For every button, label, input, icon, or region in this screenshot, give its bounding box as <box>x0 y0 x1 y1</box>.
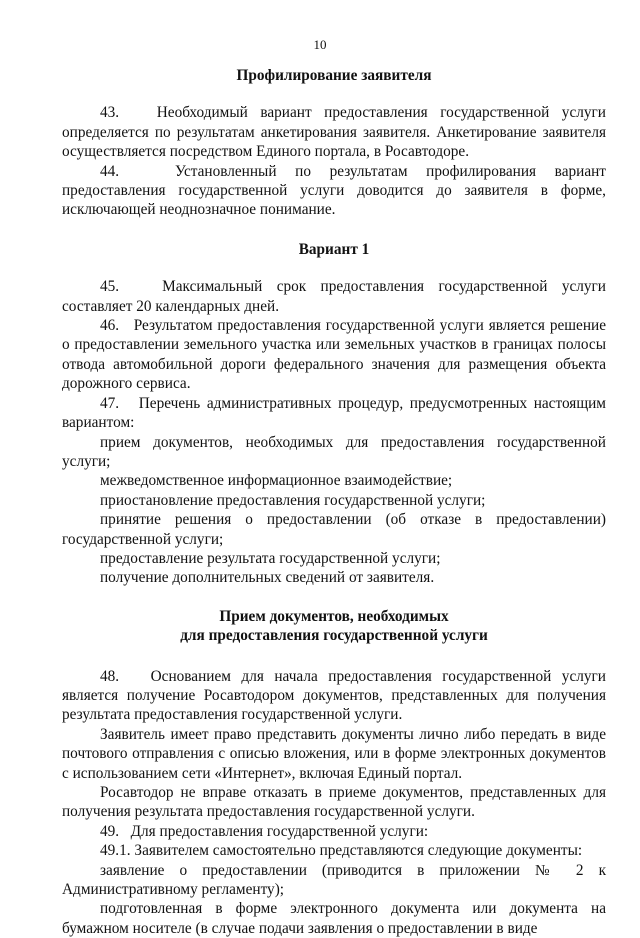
procedure-item: предоставление результата государственной услуги; <box>100 549 441 567</box>
document-item-application: заявление о предоставлении (приводится в приложении № 2 к Административному регламенту); <box>62 861 606 899</box>
section-heading-reception <box>62 607 606 646</box>
section-heading-reception-line-1: Прием документов, необходимых <box>219 607 449 625</box>
paragraph-45: 45. Максимальный срок предоставления государственной услуги составляет 20 календарных дней. <box>62 278 606 315</box>
procedure-item: принятие решения о предоставлении (об отказе в предоставлении) государственной услуги; <box>62 511 606 548</box>
procedure-item: приостановление предоставления государственной услуги; <box>100 491 486 509</box>
paragraph-48-applicant-rights: Заявитель имеет право представить документы лично либо передать в виде почтового отправления с описью вложения, или в форме электронных документов с использованием сети «Интернет», включая Единый портал. <box>62 725 606 782</box>
section-heading-variant-1: Вариант 1 <box>298 240 370 258</box>
procedure-item: межведомственное информационное взаимодействие; <box>100 472 453 490</box>
document-body <box>62 66 606 938</box>
document-item-prepared: подготовленная в форме электронного документа или документа на бумажном носителе (в случае подачи заявления о предоставлении в виде <box>62 900 606 937</box>
paragraph-48: 48. Основанием для начала предоставления государственной услуги является получение Росавтодором документов, представленных для получения результата предоставления государственной услуги. <box>62 667 606 724</box>
page-number: 10 <box>313 37 327 52</box>
paragraph-48-no-refusal: Росавтодор не вправе отказать в приеме документов, представленных для получения результата предоставления государственной услуги. <box>62 784 606 821</box>
section-heading-reception-line-2: для предоставления государственной услуги <box>180 627 488 645</box>
procedure-item: получение дополнительных сведений от заявителя. <box>100 569 435 587</box>
paragraph-49-1: 49.1. Заявителем самостоятельно представляются следующие документы: <box>100 842 583 860</box>
procedure-item: прием документов, необходимых для предоставления государственной услуги; <box>62 433 606 470</box>
section-heading-profiling: Профилирование заявителя <box>236 67 432 84</box>
paragraph-49: 49. Для предоставления государственной услуги: <box>100 822 429 840</box>
paragraph-47: 47. Перечень административных процедур, предусмотренных настоящим вариантом: <box>62 394 606 432</box>
paragraph-44: 44. Установленный по результатам профилирования вариант предоставления государственной услуги доводится до заявителя в форме, исключающей неоднозначное понимание. <box>62 162 606 219</box>
paragraph-46: 46. Результатом предоставления государственной услуги является решение о предоставлении земельного участка или земельных участков в границах полосы отвода автомобильной дороги федерального значения для размещения объекта дорожного сервиса. <box>62 317 606 393</box>
paragraph-43: 43. Необходимый вариант предоставления государственной услуги определяется по результатам анкетирования заявителя. Анкетирование заявителя осуществляется посредством Единого портала, в Росавтодоре. <box>62 104 606 161</box>
